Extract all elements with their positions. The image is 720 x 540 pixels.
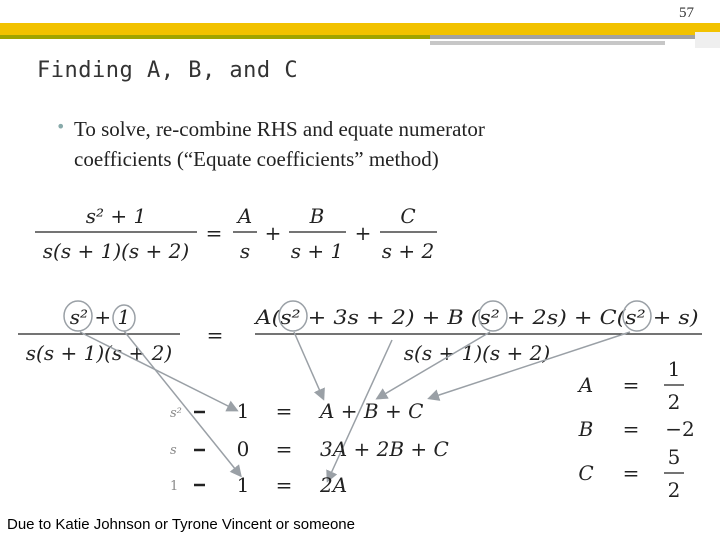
result-b-var: B xyxy=(578,417,594,441)
eq2-rhs-denominator: s(s + 1)(s + 2) xyxy=(403,341,551,365)
eq2-equals: = xyxy=(206,323,224,347)
row-3-equals: = xyxy=(275,473,293,497)
equation-2 xyxy=(18,301,702,365)
row-1-lhs: 1 xyxy=(236,399,250,423)
credit-text: Due to Katie Johnson or Tyrone Vincent or someone xyxy=(7,516,355,533)
result-a-num: 1 xyxy=(667,357,681,381)
result-a-den: 2 xyxy=(667,390,681,414)
eq1-equals: = xyxy=(205,221,223,245)
eq2-rhs-numerator: A(s² + 3s + 2) + B (s² + 2s) + C(s² + s) xyxy=(253,305,699,329)
arrow-a-to-rhs xyxy=(294,332,323,398)
row-1-equals: = xyxy=(275,399,293,423)
results xyxy=(577,357,695,502)
eq1-term-a-num: A xyxy=(237,204,253,228)
bullet-dot: • xyxy=(56,117,66,136)
row-2-lhs: 0 xyxy=(236,437,250,461)
row-2-label: s xyxy=(170,443,177,458)
eq1-term-a-den: s xyxy=(239,239,251,263)
result-c-equals: = xyxy=(622,461,640,485)
bullet-line-2: coefficients (“Equate coefficients” method) xyxy=(74,147,439,171)
equation-1 xyxy=(35,204,437,263)
row-1-rhs: A + B + C xyxy=(320,399,424,423)
result-a-equals: = xyxy=(622,373,640,397)
eq1-term-c-num: C xyxy=(400,204,416,228)
row-1-label: s² xyxy=(170,406,182,421)
row-2-rhs: 3A + 2B + C xyxy=(320,437,449,461)
bullet-line-1: To solve, re-combine RHS and equate numerator xyxy=(74,117,485,141)
row-3-lhs: 1 xyxy=(236,473,250,497)
row-3-label: 1 xyxy=(170,479,179,494)
result-b-value: −2 xyxy=(665,417,695,441)
result-c-num: 5 xyxy=(667,445,681,469)
coefficient-system xyxy=(170,399,449,497)
result-a-var: A xyxy=(578,373,594,397)
slide-title: Finding A, B, and C xyxy=(37,58,299,83)
row-2-equals: = xyxy=(275,437,293,461)
eq1-numerator: s² + 1 xyxy=(85,204,147,228)
eq1-denominator: s(s + 1)(s + 2) xyxy=(42,239,190,263)
result-b-equals: = xyxy=(622,417,640,441)
row-3-rhs: 2A xyxy=(320,473,348,497)
eq1-term-c-den: s + 2 xyxy=(381,239,435,263)
slide-number: 57 xyxy=(679,5,694,21)
eq1-term-b-den: s + 1 xyxy=(290,239,344,263)
eq2-numerator: s² + 1 xyxy=(69,305,131,329)
eq1-plus-1: + xyxy=(264,221,282,245)
eq1-term-b-num: B xyxy=(309,204,325,228)
result-c-den: 2 xyxy=(667,478,681,502)
eq2-denominator: s(s + 1)(s + 2) xyxy=(25,341,173,365)
eq1-plus-2: + xyxy=(354,221,372,245)
result-c-var: C xyxy=(578,461,594,485)
